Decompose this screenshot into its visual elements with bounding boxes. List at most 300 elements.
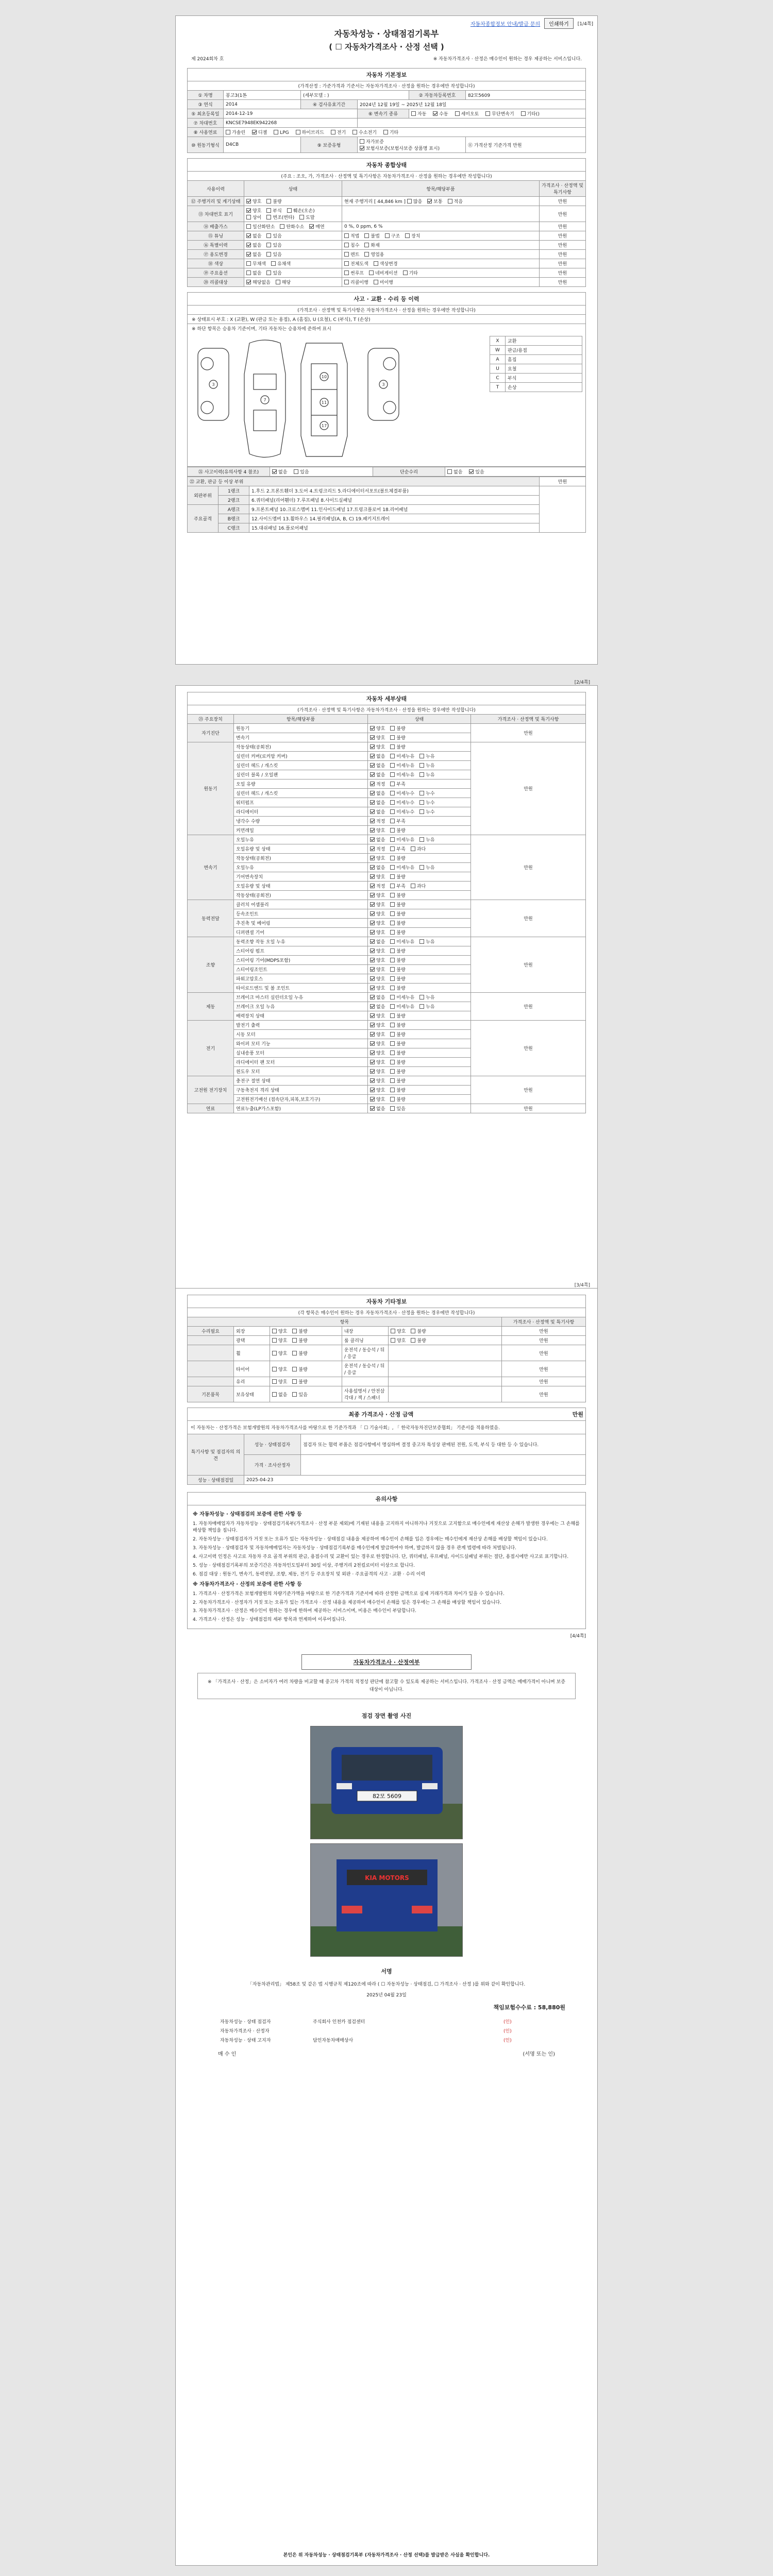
option-label: 양호: [253, 209, 262, 214]
checkbox[interactable]: [390, 856, 395, 860]
checkbox[interactable]: [276, 280, 280, 284]
item-label: 작동상태(공회전): [234, 854, 368, 863]
checkbox[interactable]: [272, 1367, 277, 1371]
checkbox[interactable]: [266, 215, 271, 219]
checkbox-checked[interactable]: [370, 1032, 375, 1037]
item-state: 적정 부족: [368, 779, 471, 789]
checkbox[interactable]: [390, 1088, 395, 1092]
row-label: 휠: [234, 1345, 270, 1361]
inspector-opinion: 점검자 또는 협력 부품은 점검사항에서 명심하며 결정 중고차 특성상 판매된 전원, 도색, 부식 등 대한 등 수 있습니다.: [301, 1434, 586, 1455]
unit: 만원: [513, 143, 522, 148]
simple-repair-label: 단순수리: [373, 467, 445, 477]
checkbox[interactable]: [274, 130, 278, 134]
checkbox-checked[interactable]: [370, 893, 375, 897]
checkbox[interactable]: [246, 215, 251, 219]
checkbox-checked[interactable]: [370, 828, 375, 833]
status-row: [188, 278, 586, 287]
checkbox-checked[interactable]: [246, 280, 251, 284]
notice-item: 2. 자동차성능 · 상태점검자가 거짓 또는 오류가 있는 자동차성능 · 상태점검 내용을 제공하여 매수인이 손해를 입은 경우에는 매수인에게 재산상 손해를 배상할 책임이 있습니다.: [193, 1537, 548, 1543]
checkbox-checked[interactable]: [370, 837, 375, 842]
checkbox-checked[interactable]: [370, 930, 375, 935]
overall-status-table: [187, 180, 586, 287]
checkbox[interactable]: [287, 208, 292, 213]
option-label: 해당: [281, 280, 291, 285]
option-label: 기타(): [527, 112, 540, 117]
item-state: 양호 불량: [368, 742, 471, 752]
checkbox[interactable]: [266, 233, 271, 238]
checkbox-checked[interactable]: [309, 224, 314, 229]
checkbox-checked[interactable]: [370, 763, 375, 768]
final-price-heading: [187, 1408, 586, 1420]
item-label: 실린더 헤드 / 개스킷: [234, 789, 368, 798]
item-label: 추진축 및 베어링: [234, 919, 368, 928]
notice-title-1: ※ 자동차성능 · 상태점검의 보증에 관한 사항 등: [193, 1512, 302, 1517]
option-label: 영업용: [371, 252, 384, 258]
unit: 만원: [502, 1345, 586, 1361]
checkbox[interactable]: [390, 1060, 395, 1064]
checkbox[interactable]: [374, 261, 378, 266]
row-label-2: 룸 클리닝: [342, 1336, 389, 1345]
checkbox[interactable]: [390, 958, 395, 962]
item-state: 적정 부족: [368, 817, 471, 826]
checkbox[interactable]: [390, 986, 395, 990]
item-state: 양호 불량: [368, 826, 471, 835]
row-label: ⑫ 주행거리 및 계기상태: [188, 197, 244, 206]
checkbox[interactable]: [280, 224, 284, 229]
checkbox[interactable]: [390, 735, 395, 740]
checkbox-checked[interactable]: [370, 967, 375, 972]
checkbox[interactable]: [391, 1329, 395, 1333]
row-label: 외장: [234, 1327, 270, 1336]
checkbox-checked[interactable]: [252, 130, 257, 134]
option-label: 있음: [273, 252, 282, 258]
legend-row: [490, 346, 582, 355]
checkbox[interactable]: [390, 930, 395, 935]
checkbox-checked[interactable]: [370, 1106, 375, 1111]
checkbox-checked[interactable]: [370, 865, 375, 870]
checkbox[interactable]: [485, 111, 490, 116]
checkbox[interactable]: [299, 215, 304, 219]
checkbox[interactable]: [390, 1078, 395, 1083]
checkbox[interactable]: [419, 1004, 424, 1009]
legend-meaning: 손상: [506, 383, 582, 392]
item-label: 실린더 헤드 / 개스킷: [234, 761, 368, 770]
item-state: 양호 불량: [368, 974, 471, 984]
option-label: 가솔린: [232, 130, 246, 135]
checkbox[interactable]: [266, 252, 271, 257]
checkbox[interactable]: [246, 224, 251, 229]
checkbox[interactable]: [272, 1351, 277, 1355]
document-subtitle: ( ☐ 자동차가격조사 · 산정 선택 ): [329, 42, 444, 52]
checkbox-checked[interactable]: [370, 874, 375, 879]
checkbox[interactable]: [521, 111, 526, 116]
checkbox-checked[interactable]: [370, 939, 375, 944]
checkbox-checked[interactable]: [370, 819, 375, 823]
option-label: 없음: [253, 252, 262, 258]
checkbox-checked[interactable]: [370, 800, 375, 805]
checkbox-checked[interactable]: [370, 1060, 375, 1064]
item-label: 워터펌프: [234, 798, 368, 807]
checkbox[interactable]: [292, 1338, 297, 1343]
checkbox[interactable]: [419, 800, 424, 805]
checkbox[interactable]: [419, 754, 424, 758]
checkbox[interactable]: [364, 252, 369, 257]
checkbox[interactable]: [390, 865, 395, 870]
notice-item: 3. 자동차가격조사 · 산정은 매수인이 원하는 경우에 한하여 제공하는 서비스이며, 비용은 매수인이 부담합니다.: [193, 1608, 417, 1614]
checkbox-checked[interactable]: [370, 1078, 375, 1083]
checkbox[interactable]: [419, 791, 424, 795]
checkbox[interactable]: [360, 139, 364, 144]
first-reg: 2014-12-19: [224, 109, 358, 118]
option-label: 불량: [273, 199, 282, 205]
checkbox[interactable]: [403, 270, 408, 275]
checkbox-checked[interactable]: [370, 726, 375, 731]
status-row: [188, 250, 586, 259]
checkbox-checked[interactable]: [370, 976, 375, 981]
checkbox[interactable]: [390, 772, 395, 777]
checkbox-checked[interactable]: [370, 884, 375, 888]
legend-meaning: 요철: [506, 364, 582, 374]
checkbox[interactable]: [344, 261, 349, 266]
checkbox[interactable]: [419, 939, 424, 944]
checkbox[interactable]: [344, 270, 349, 275]
accident-heading: 사고 · 교환 · 수리 등 이력: [187, 292, 586, 305]
checkbox[interactable]: [272, 1392, 277, 1397]
unit: 만원: [471, 937, 586, 993]
option-label: 보통: [433, 199, 443, 205]
item-label: 냉각수 수량: [234, 817, 368, 826]
option-label: 있음: [273, 271, 282, 276]
checkbox[interactable]: [390, 874, 395, 879]
checkbox[interactable]: [419, 865, 424, 870]
item-state: 적정 부족 과다: [368, 882, 471, 891]
checkbox-checked[interactable]: [246, 252, 251, 257]
checkbox-checked[interactable]: [370, 1088, 375, 1092]
checkbox[interactable]: [407, 199, 412, 204]
status-row: [188, 268, 586, 278]
unit: 만원: [471, 835, 586, 900]
row-label-2: 운전석 / 동승석 / 뒤 / 응급: [342, 1361, 389, 1377]
checkbox[interactable]: [390, 976, 395, 981]
checkbox[interactable]: [419, 995, 424, 999]
checkbox[interactable]: [390, 1023, 395, 1027]
checkbox[interactable]: [390, 791, 395, 795]
item-label: 연료누출(LP가스포함): [234, 1104, 368, 1113]
item-label: 라디에이터 팬 모터: [234, 1058, 368, 1067]
checkbox-checked[interactable]: [370, 809, 375, 814]
item-state: 없음 미세누유 누유: [368, 761, 471, 770]
item-label: 실린더 블록 / 오일팬: [234, 770, 368, 779]
option-label: 전체도색: [350, 262, 368, 267]
checkbox[interactable]: [390, 782, 395, 786]
checkbox-checked[interactable]: [370, 1041, 375, 1046]
checkbox[interactable]: [419, 809, 424, 814]
checkbox[interactable]: [390, 726, 395, 731]
checkbox[interactable]: [411, 884, 415, 888]
unit: 만원: [540, 477, 586, 486]
overall-status-heading: 자동차 종합상태: [187, 158, 586, 171]
option-label: 자가보증: [366, 140, 384, 145]
outer-label: 외판부위: [188, 486, 219, 505]
status-row: [188, 231, 586, 241]
checkbox[interactable]: [390, 1032, 395, 1037]
checkbox-checked[interactable]: [370, 1097, 375, 1101]
checkbox-checked[interactable]: [246, 199, 251, 204]
legend-meaning: 흠집: [506, 355, 582, 364]
checkbox[interactable]: [390, 967, 395, 972]
checkbox-checked[interactable]: [370, 1013, 375, 1018]
seal-mark: (인): [503, 2038, 512, 2043]
checkbox-checked[interactable]: [370, 986, 375, 990]
option-label: 많음: [413, 199, 423, 205]
vin: KNCSE7948EK942268: [224, 118, 358, 128]
checkbox[interactable]: [390, 837, 395, 842]
checkbox[interactable]: [292, 1367, 297, 1371]
option-label: 하이브리드: [301, 130, 325, 135]
item-label: 타이로드엔드 및 볼 조인트: [234, 984, 368, 993]
checkbox[interactable]: [292, 1351, 297, 1355]
checkbox[interactable]: [390, 744, 395, 749]
checkbox[interactable]: [292, 1392, 297, 1397]
item-state: 없음 미세누수 누수: [368, 807, 471, 817]
detail-row: [188, 900, 586, 909]
checkbox[interactable]: [390, 893, 395, 897]
checkbox-checked[interactable]: [370, 791, 375, 795]
checkbox[interactable]: [352, 130, 357, 134]
checkbox-checked[interactable]: [370, 856, 375, 860]
checkbox[interactable]: [390, 948, 395, 953]
checkbox[interactable]: [390, 884, 395, 888]
checkbox[interactable]: [419, 763, 424, 768]
unit: 만원: [471, 1021, 586, 1076]
print-button[interactable]: 인쇄하기: [544, 18, 574, 29]
checkbox[interactable]: [390, 1041, 395, 1046]
checkbox[interactable]: [390, 819, 395, 823]
trans-label: ⑥ 변속기 종류: [358, 109, 409, 118]
signer-name: [311, 2026, 501, 2035]
seal-mark: (인): [503, 2019, 512, 2025]
checkbox[interactable]: [292, 1329, 297, 1333]
checkbox-checked[interactable]: [246, 233, 251, 238]
checkbox-checked[interactable]: [370, 948, 375, 953]
other-row: 수리필요 외장 양호 불량 내장 양호 불량 만원: [188, 1327, 586, 1336]
checkbox[interactable]: [226, 130, 230, 134]
legend-row: [490, 374, 582, 383]
checkbox[interactable]: [447, 469, 452, 474]
option-label: 없음: [253, 243, 262, 248]
checkbox[interactable]: [390, 1050, 395, 1055]
checkbox[interactable]: [331, 130, 335, 134]
checkbox-checked[interactable]: [433, 111, 438, 116]
option-label: LPG: [280, 130, 289, 135]
item-label: 파워고압호스: [234, 974, 368, 984]
checkbox[interactable]: [390, 911, 395, 916]
checkbox[interactable]: [390, 809, 395, 814]
checkbox-checked[interactable]: [370, 1069, 375, 1074]
checkbox[interactable]: [390, 1013, 395, 1018]
checkbox[interactable]: [411, 1338, 415, 1343]
checkbox-checked[interactable]: [370, 1050, 375, 1055]
checkbox-checked[interactable]: [370, 921, 375, 925]
car-name: 봉고3(1톤: [226, 93, 247, 98]
option-label: 디젤: [258, 130, 267, 135]
checkbox[interactable]: [411, 1329, 415, 1333]
motor: D4CB: [224, 137, 301, 153]
info-link[interactable]: 자동차종합정보 안내/발급 문의: [470, 22, 541, 27]
checkbox[interactable]: [292, 1379, 297, 1384]
checkbox-checked[interactable]: [370, 754, 375, 758]
item-label: 기어변속장치: [234, 872, 368, 882]
legend-code: T: [490, 383, 506, 392]
checkbox[interactable]: [390, 763, 395, 768]
checkbox[interactable]: [246, 261, 251, 266]
checkbox-checked[interactable]: [370, 782, 375, 786]
checkbox-checked[interactable]: [469, 469, 474, 474]
checkbox-checked[interactable]: [360, 146, 364, 150]
checkbox[interactable]: [405, 233, 410, 238]
checkbox[interactable]: [266, 243, 271, 247]
other-info-heading: 자동차 기타정보: [187, 1295, 586, 1308]
accident-line2: ※ 하단 항목은 승용차 기준이며, 기타 자동차는 승용차에 준하여 표시: [187, 324, 586, 333]
checkbox[interactable]: [390, 1004, 395, 1009]
item-state: 적정 부족 과다: [368, 844, 471, 854]
checkbox[interactable]: [344, 252, 349, 257]
checkbox[interactable]: [294, 469, 298, 474]
signer-row: [218, 2016, 527, 2026]
notice-item: 6. 점검 대상 : 원동기, 변속기, 동력전달, 조향, 제동, 전기 등 주요장치 및 외판 · 주요골격의 사고 · 교환 · 수리 이력: [193, 1572, 426, 1578]
row-label: ⑭ 배출가스: [188, 222, 244, 231]
item-state: 양호 불량: [368, 919, 471, 928]
checkbox[interactable]: [390, 800, 395, 805]
checkbox[interactable]: [266, 199, 271, 204]
checkbox[interactable]: [271, 261, 276, 266]
checkbox[interactable]: [385, 233, 390, 238]
item-state: 양호 불량: [368, 900, 471, 909]
group-label: 변속기: [188, 835, 234, 900]
unit: 만원: [540, 231, 586, 241]
checkbox-checked[interactable]: [370, 958, 375, 962]
row-label-2: 내장: [342, 1327, 389, 1336]
option-label: 리콜이행: [350, 280, 368, 285]
checkbox[interactable]: [344, 280, 349, 284]
option-label: 없음: [253, 234, 262, 239]
price-confirm-title: 자동차가격조사 · 산정여부: [301, 1654, 472, 1670]
col-header: 항목/해당부품: [234, 715, 368, 724]
item-label: 라디에이터: [234, 807, 368, 817]
checkbox[interactable]: [364, 233, 369, 238]
checkbox[interactable]: [390, 1106, 395, 1111]
checkbox[interactable]: [448, 199, 452, 204]
checkbox[interactable]: [272, 1379, 277, 1384]
row-group: [188, 1377, 234, 1386]
checkbox[interactable]: [266, 270, 271, 275]
checkbox[interactable]: [390, 921, 395, 925]
notice-item: 4. 사고이력 인정은 사고로 자동차 주요 골격 부위의 판금, 용접수리 및 교환이 있는 경우로 한정합니다. 단, 쿼터패널, 루프패널, 사이드실패널 부위는 절단, 용접시에만 사고로 표기합니다.: [193, 1554, 569, 1560]
checkbox[interactable]: [390, 1097, 395, 1101]
checkbox-checked[interactable]: [370, 1023, 375, 1027]
checkbox[interactable]: [266, 208, 271, 213]
checkbox-checked[interactable]: [370, 902, 375, 907]
checkbox[interactable]: [272, 1338, 277, 1343]
notice-item: 4. 가격조사 · 산정은 성능 · 상태점검의 세부 항목과 연계하여 이루어집니다.: [193, 1617, 346, 1623]
row-group: 기본품목: [188, 1386, 234, 1402]
checkbox-checked[interactable]: [370, 1004, 375, 1009]
checkbox[interactable]: [344, 233, 349, 238]
option-label: 있음: [300, 470, 309, 475]
checkbox[interactable]: [390, 939, 395, 944]
checkbox[interactable]: [246, 270, 251, 275]
svg-text:3: 3: [382, 382, 385, 387]
checkbox[interactable]: [390, 995, 395, 999]
checkbox[interactable]: [390, 754, 395, 758]
option-label: 수동: [439, 112, 448, 117]
checkbox[interactable]: [344, 243, 349, 247]
option-label: 전기: [337, 130, 346, 135]
checkbox-checked[interactable]: [370, 995, 375, 999]
item-label: 브레이크 오일 누유: [234, 1002, 368, 1011]
checkbox[interactable]: [383, 130, 388, 134]
rank-items: 6.쿼터패널(리어휀더) 7.루프패널 8.사이드실패널: [249, 496, 540, 505]
car-model: (세부모델 : ): [303, 93, 329, 98]
checkbox-checked[interactable]: [370, 911, 375, 916]
other-row: 휠 양호 불량 운전석 / 동승석 / 뒤 / 응급 만원: [188, 1345, 586, 1361]
checkbox-checked[interactable]: [246, 208, 251, 213]
checkbox[interactable]: [390, 828, 395, 833]
checkbox[interactable]: [390, 1069, 395, 1074]
checkbox[interactable]: [411, 846, 415, 851]
top-toolbar: [470, 18, 593, 29]
item-state: 양호 불량: [368, 1058, 471, 1067]
checkbox-checked[interactable]: [370, 744, 375, 749]
checkbox[interactable]: [369, 270, 374, 275]
checkbox[interactable]: [272, 1329, 277, 1333]
col-header: 사용이력: [188, 181, 244, 197]
unit: 만원: [471, 742, 586, 835]
plate-text: 82모 5609: [372, 1793, 402, 1800]
group-label: 자기진단: [188, 724, 234, 742]
checkbox[interactable]: [411, 111, 416, 116]
option-label: 해당없음: [253, 280, 271, 285]
checkbox[interactable]: [455, 111, 460, 116]
rank-items: 1.후드 2.프론트휀더 3.도어 4.트렁크리드 5.라디에이터서포트(볼트체결부품): [249, 486, 540, 496]
photo-heading: 점검 장면 촬영 사진: [187, 1709, 586, 1722]
col-header: 상태: [368, 715, 471, 724]
item-label: 발전기 출력: [234, 1021, 368, 1030]
legend-code: C: [490, 374, 506, 383]
checkbox[interactable]: [419, 772, 424, 777]
checkbox-checked[interactable]: [370, 846, 375, 851]
checkbox-checked[interactable]: [427, 199, 432, 204]
checkbox[interactable]: [419, 837, 424, 842]
year-label: ③ 연식: [188, 100, 224, 109]
checkbox[interactable]: [364, 243, 369, 247]
checkbox[interactable]: [391, 1338, 395, 1343]
checkbox-checked[interactable]: [370, 735, 375, 740]
unit: 만원: [540, 250, 586, 259]
recipient-label: 매 수 인: [218, 2052, 237, 2058]
item-label: 커먼레일: [234, 826, 368, 835]
checkbox[interactable]: [390, 902, 395, 907]
checkbox[interactable]: [374, 280, 378, 284]
checkbox-checked[interactable]: [272, 469, 277, 474]
checkbox-checked[interactable]: [370, 772, 375, 777]
checkbox[interactable]: [296, 130, 300, 134]
row-group: [188, 1336, 234, 1345]
parts-label: ㉒ 교환, 판금 등 이상 부위: [188, 477, 540, 486]
page-1: [175, 15, 598, 665]
checkbox-checked[interactable]: [246, 243, 251, 247]
checkbox[interactable]: [390, 846, 395, 851]
